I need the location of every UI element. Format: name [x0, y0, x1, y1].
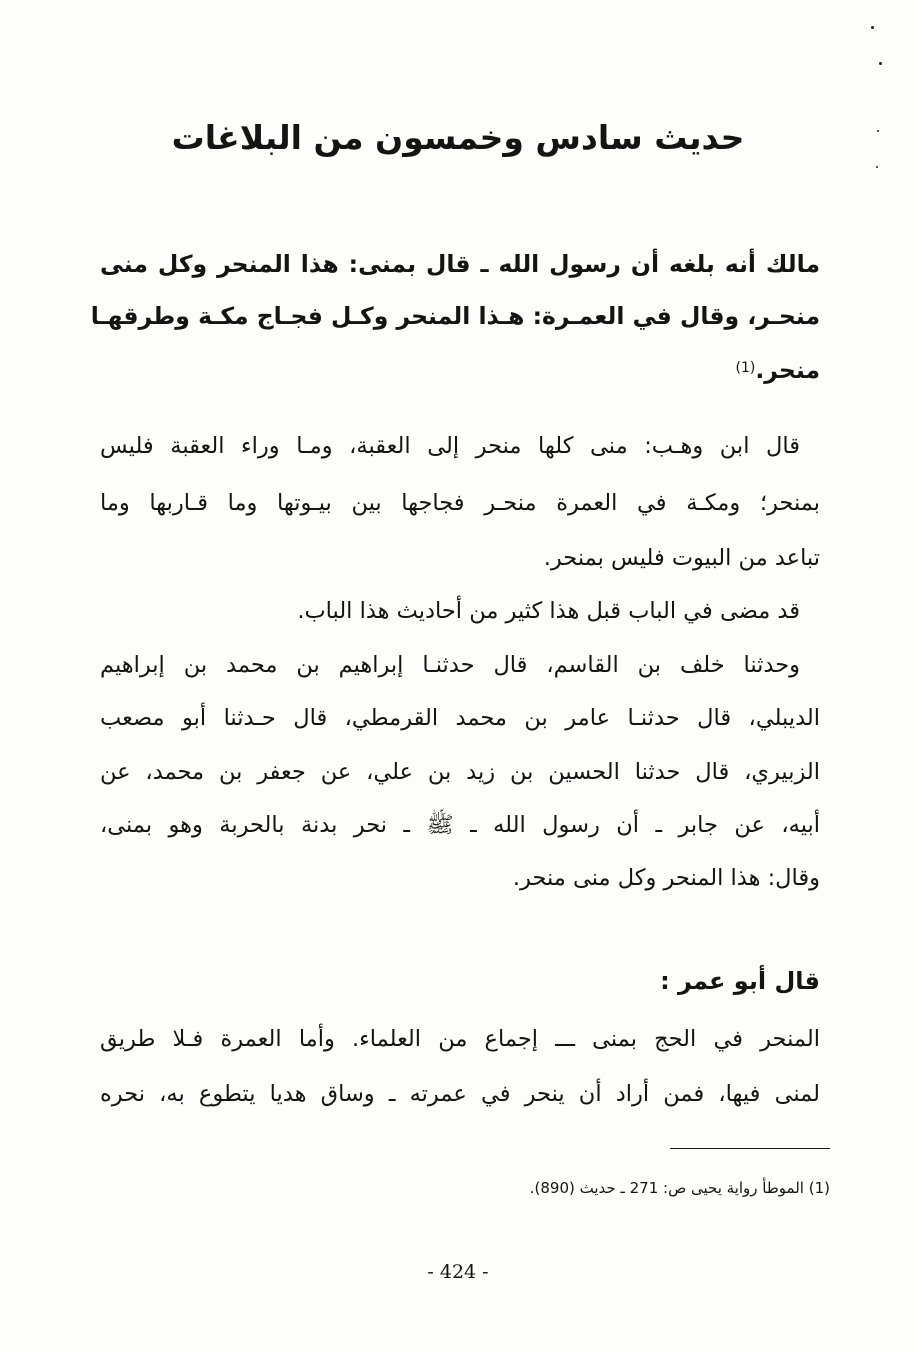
paragraph-line: لمنى فيها، فمن أراد أن ينحر في عمرته ـ وساق هديا يتطوع به، نحره	[100, 1081, 820, 1107]
footnote: (1) الموطأ رواية يحيى ص: 271 ـ حديث (890).	[529, 1179, 830, 1197]
paragraph-line: الديبلي، قال حدثنـا عامر بن محمد القرمطي، قال حـدثنا أبو مصعب	[100, 705, 820, 731]
paragraph-line: أبيه، عن جابر ـ أن رسول الله ـ ﷺ ـ نحر بدنة بالحربة وهو بمنى،	[100, 812, 820, 838]
hadith-line: منحـر، وقال في العمـرة: هـذا المنحر وكـل فجـاج مكـة وطرقهـا	[90, 302, 820, 330]
paragraph-line: الزبيري، قال حدثنا الحسين بن زيد بن علي، عن جعفر بن محمد، عن	[100, 759, 820, 785]
footnote-reference: (1)	[735, 360, 756, 376]
paragraph-line: وحدثنا خلف بن القاسم، قال حدثنـا إبراهيم بن محمد بن إبراهيم	[100, 652, 800, 678]
paragraph-line: قال ابن وهـب: منى كلها منحر إلى العقبة، ومـا وراء العقبة فليس	[100, 433, 800, 459]
scan-speck	[877, 130, 879, 132]
paragraph-line: وقال: هذا المنحر وكل منى منحر.	[512, 865, 820, 891]
paragraph-line: قد مضى في الباب قبل هذا كثير من أحاديث هذا الباب.	[297, 598, 800, 624]
page-number: - 424 -	[427, 1261, 489, 1283]
hadith-line-last	[100, 350, 820, 386]
section-heading: قال أبو عمر :	[660, 967, 820, 995]
scan-speck	[871, 26, 874, 29]
scan-speck	[879, 62, 882, 65]
page-title: حديث سادس وخمسون من البلاغات	[171, 118, 745, 157]
footnote-separator	[670, 1148, 830, 1149]
hadith-line-text: منحر.	[755, 356, 820, 384]
paragraph-line: بمنحر؛ ومكـة في العمرة منحـر فجاجها بين بيـوتها وما قـاربها وما	[100, 490, 820, 516]
paragraph-line: تباعد من البيوت فليس بمنحر.	[543, 545, 820, 571]
paragraph-line: المنحر في الحج بمنى ـــ إجماع من العلماء. وأما العمرة فـلا طريق	[100, 1026, 820, 1052]
hadith-line: مالك أنه بلغه أن رسول الله ـ قال بمنى: هذا المنحر وكل منى	[100, 250, 820, 278]
scan-speck	[876, 166, 878, 168]
